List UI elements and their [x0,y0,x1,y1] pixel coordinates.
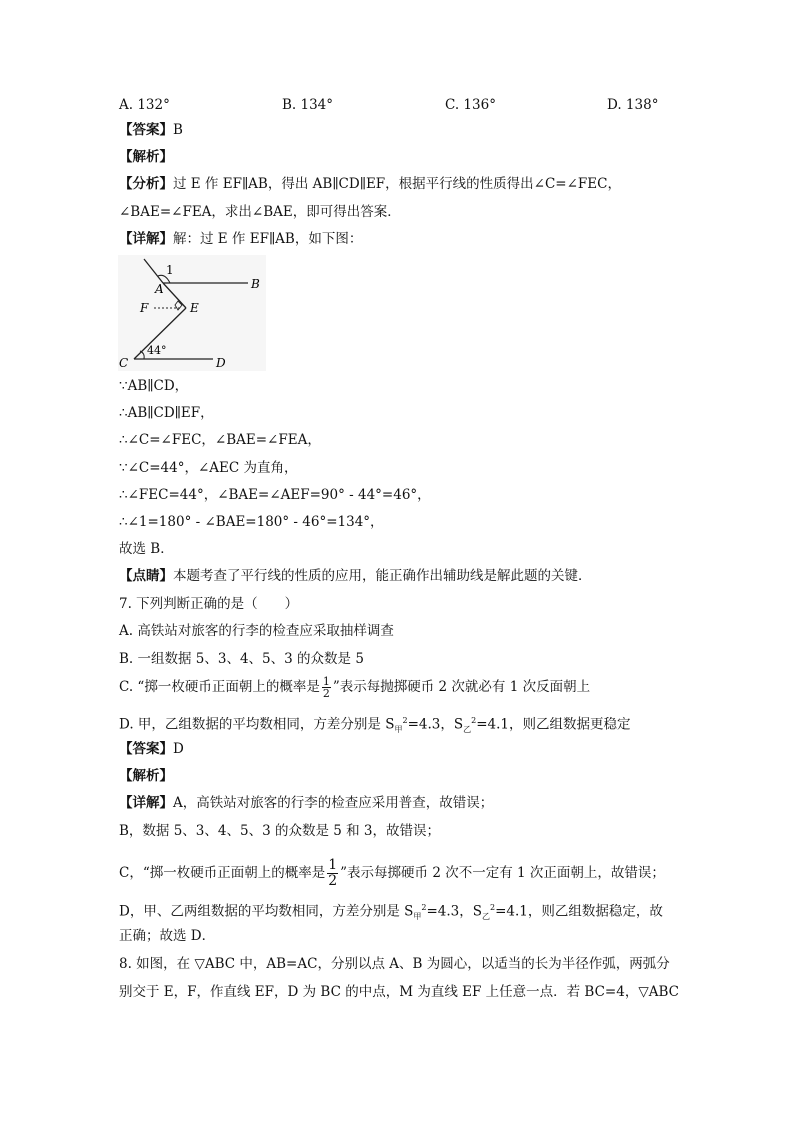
q6-detail-intro [119,229,362,249]
detail-intro-text: 解：过 E 作 EF∥AB，如下图： [173,231,363,247]
detail-d-mid: =4.3，S [426,903,482,920]
fraction-half [322,676,331,699]
q7-option-d: D. 甲，乙组数据的平均数相同，方差分别是 $S_甲^2=4.3$，$S_乙^2=4.1$，则乙组数据更稳定 [119,716,631,735]
step-6: ∴∠1=180° - ∠BAE=180° - 46°=134°， [119,514,384,530]
label-a: A [155,282,164,296]
q7-detail-b: B，数据 5、3、4、5、3 的众数是 5 和 3，故错误； [119,823,441,839]
detail-d-pre: D，甲、乙两组数据的平均数相同，方差分别是 S [119,903,414,920]
sub-jia: 甲 [413,912,422,922]
answer-value: D [173,741,184,757]
q6-fenxi-1 [119,174,621,194]
fenxi-tag: 【分析】 [119,176,173,192]
answer-value: B [173,122,183,138]
opt-d-pre: D. 甲，乙组数据的平均数相同，方差分别是 S [119,716,395,733]
q7-analysis-tag: 【解析】 [119,768,173,784]
label-angle-44: 44° [147,344,167,357]
fraction-num: 1 [328,857,338,873]
answer-tag: 【答案】 [119,122,173,138]
detail-tag: 【详解】 [119,795,173,811]
step-5: ∴∠FEC=44°，∠BAE=∠AEF=90° - 44°=46°， [119,487,431,503]
note-tag: 【点睛】 [119,568,173,584]
q6-fenxi-2: ∠BAE=∠FEA，求出∠BAE，即可得出答案． [119,204,401,220]
q7-detail-c [119,858,665,889]
label-1: 1 [166,263,174,277]
label-e: E [190,301,199,315]
parallel-lines-figure [118,255,266,371]
step-1: ∵AB∥CD， [119,378,189,394]
q7-answer [119,739,184,759]
q7-stem: 7. 下列判断正确的是（ ） [119,596,299,612]
fenxi-text-1: 过 E 作 EF∥AB，得出 AB∥CD∥EF，根据平行线的性质得出∠C=∠FEC， [173,176,621,192]
option-d: D. 138° [607,97,659,113]
sub-yi: 乙 [463,725,472,735]
option-a: A. 132° [119,97,170,113]
step-3: ∴∠C=∠FEC，∠BAE=∠FEA， [119,432,321,448]
label-c: C [119,356,129,370]
detail-c-post: ”表示每掷硬币 2 次不一定有 1 次正面朝上，故错误； [340,865,665,881]
detail-tag: 【详解】 [119,231,173,247]
q8-line-1: 8. 如图，在 ▽ABC 中，AB=AC，分别以点 A、B 为圆心，以适当的长为半径作弧，两弧分 [119,956,670,972]
answer-tag: 【答案】 [119,741,173,757]
q7-option-c [119,676,590,699]
q8-line-2: 别交于 E，F，作直线 EF，D 为 BC 的中点，M 为直线 EF 上任意一点．若 BC=4，▽ABC [119,984,679,1000]
q7-detail-d: D，甲、乙两组数据的平均数相同，方差分别是 $S_甲^2=4.3$，$S_乙^2=4.1$，则乙组数据稳定，故 [119,903,663,922]
step-2: ∴AB∥CD∥EF， [119,405,214,421]
option-b: B. 134° [282,97,334,113]
label-f: F [140,301,149,315]
fraction-half-large [327,858,338,889]
fraction-den: 2 [328,873,338,889]
sub-yi: 乙 [482,912,490,922]
opt-c-pre: C. “掷一枚硬币正面朝上的概率是 [119,679,320,695]
label-b: B [251,277,260,291]
fraction-den: 2 [322,687,330,700]
detail-d-post: =4.1，则乙组数据稳定，故 [495,903,663,920]
step-4: ∵∠C=44°，∠AEC 为直角， [119,460,298,476]
q7-detail-d-2: 正确；故选 D． [119,928,216,944]
option-c: C. 136° [445,97,496,113]
detail-a-text: A，高铁站对旅客的行李的检查应采用普查，故错误； [173,795,494,811]
opt-d-mid: =4.3，S [407,716,464,733]
q7-option-b: B. 一组数据 5、3、4、5、3 的众数是 5 [119,651,364,667]
opt-c-post: ”表示每抛掷硬币 2 次就必有 1 次反面朝上 [332,679,591,695]
label-d: D [216,356,226,370]
q6-answer [119,120,183,140]
q6-note [119,566,592,586]
opt-d-post: =4.1，则乙组数据更稳定 [476,716,631,733]
q7-option-a: A. 高铁站对旅客的行李的检查应采取抽样调查 [119,623,394,639]
fraction-num: 1 [322,675,330,688]
sub-jia: 甲 [394,725,403,735]
q6-analysis-tag: 【解析】 [119,149,173,165]
step-7: 故选 B． [119,541,174,557]
q7-detail-a [119,793,493,813]
note-text: 本题考查了平行线的性质的应用，能正确作出辅助线是解此题的关键． [173,568,592,584]
detail-c-pre: C，“掷一枚硬币正面朝上的概率是 [119,865,326,881]
